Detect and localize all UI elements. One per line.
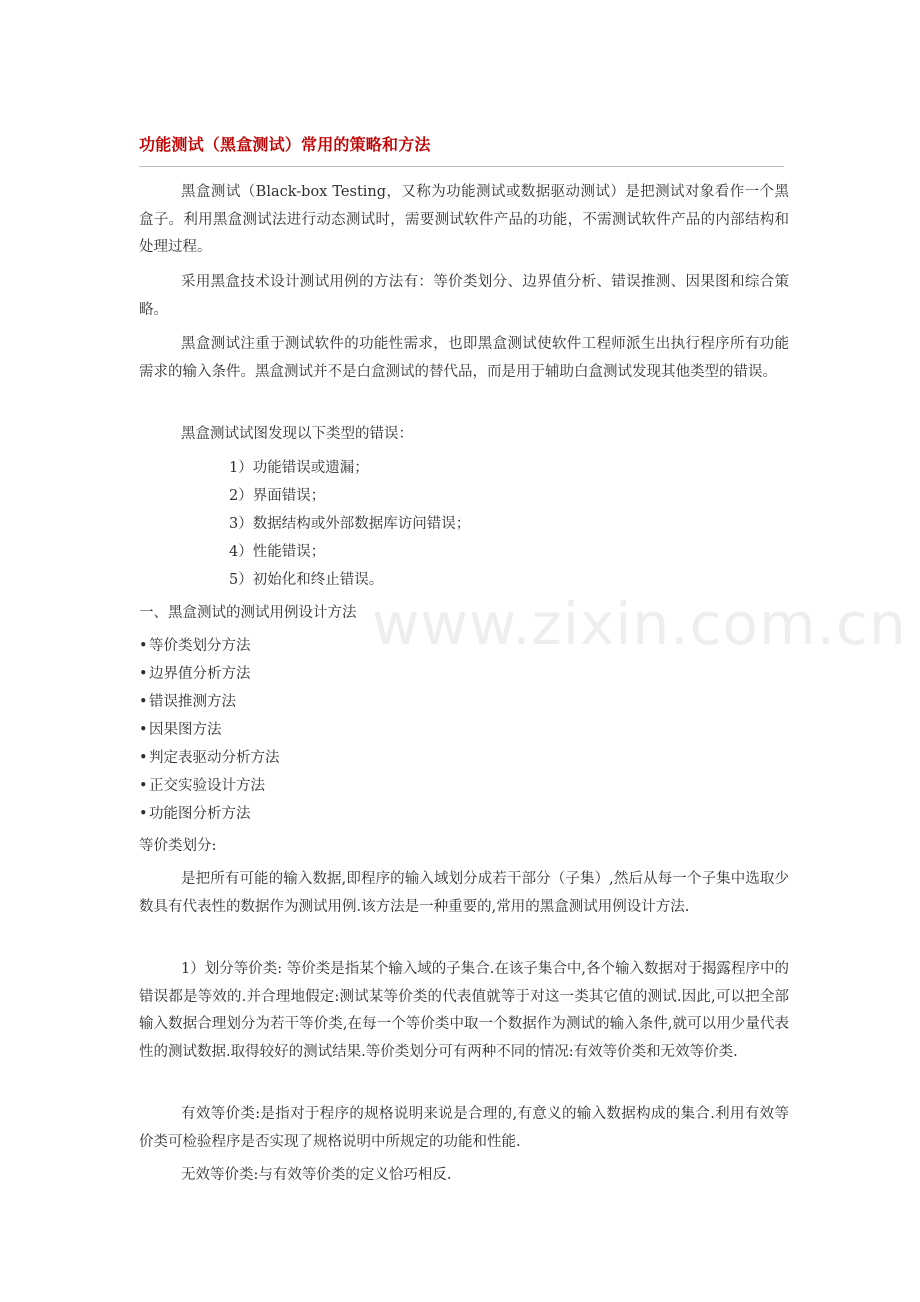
error-type-item: 2）界面错误； [229, 488, 326, 504]
method-list-item [139, 720, 222, 740]
bullet-icon: • [139, 722, 148, 738]
title-divider [139, 166, 784, 167]
method-label: 边界值分析方法 [149, 666, 251, 682]
bullet-icon: • [139, 806, 148, 822]
method-label: 正交实验设计方法 [149, 778, 265, 794]
method-list-item [139, 636, 251, 656]
method-list-item [139, 692, 236, 712]
valid-class-paragraph: 有效等价类:是指对于程序的规格说明来说是合理的,有意义的输入数据构成的集合.利用有效等价类可检验程序是否实现了规格说明中所规定的功能和性能. [139, 1106, 789, 1150]
method-label: 等价类划分方法 [149, 638, 251, 654]
method-list-item [139, 748, 280, 768]
bullet-icon: • [139, 778, 148, 794]
methods-overview-paragraph: 采用黑盒技术设计测试用例的方法有：等价类划分、边界值分析、错误推测、因果图和综合策略。 [139, 274, 789, 318]
error-type-item: 1）功能错误或遗漏； [229, 460, 369, 476]
method-list-item [139, 776, 265, 796]
error-type-item: 3）数据结构或外部数据库访问错误； [229, 516, 471, 532]
method-label: 错误推测方法 [149, 694, 236, 710]
method-list-item [139, 804, 251, 824]
watermark-text: www.zixin.com.cn [372, 590, 907, 658]
bullet-icon: • [139, 750, 148, 766]
section-heading: 一、黑盒测试的测试用例设计方法 [139, 605, 357, 621]
intro-paragraph: 黑盒测试（Black-box Testing，又称为功能测试或数据驱动测试）是把测试对象看作一个黑盒子。利用黑盒测试法进行动态测试时，需要测试软件产品的功能，不需测试软件产品的内部结构和处理过程。 [139, 184, 789, 255]
error-type-item: 4）性能错误； [229, 544, 326, 560]
error-type-item: 5）初始化和终止错误。 [229, 572, 384, 588]
bullet-icon: • [139, 694, 148, 710]
equivalence-subheading: 等价类划分: [139, 838, 217, 854]
bullet-icon: • [139, 638, 148, 654]
method-label: 功能图分析方法 [149, 806, 251, 822]
error-types-intro: 黑盒测试试图发现以下类型的错误： [181, 426, 414, 442]
bullet-icon: • [139, 666, 148, 682]
invalid-class-paragraph: 无效等价类:与有效等价类的定义恰巧相反. [181, 1167, 452, 1183]
focus-paragraph: 黑盒测试注重于测试软件的功能性需求，也即黑盒测试使软件工程师派生出执行程序所有功能需求的输入条件。黑盒测试并不是白盒测试的替代品，而是用于辅助白盒测试发现其他类型的错误。 [139, 336, 789, 380]
document-title: 功能测试（黑盒测试）常用的策略和方法 [139, 135, 431, 154]
method-label: 判定表驱动分析方法 [149, 750, 280, 766]
method-list-item [139, 664, 251, 684]
equivalence-partition-paragraph: 1）划分等价类: 等价类是指某个输入域的子集合.在该子集合中,各个输入数据对于揭露程序中的错误都是等效的.并合理地假定:测试某等价类的代表值就等于对这一类其它值的测试.因此,可以把全部输入数据合理划分为若干等价类,在每一个等价类中取一个数据作为测试的输入条件,就可以用少量代表性的测试数据.取得较好的测试结果.等价类划分可有两种不同的情况:有效等价类和无效等价类. [139, 961, 789, 1060]
method-label: 因果图方法 [149, 722, 222, 738]
equivalence-definition-paragraph: 是把所有可能的输入数据,即程序的输入域划分成若干部分（子集）,然后从每一个子集中选取少数具有代表性的数据作为测试用例.该方法是一种重要的,常用的黑盒测试用例设计方法. [139, 871, 789, 915]
